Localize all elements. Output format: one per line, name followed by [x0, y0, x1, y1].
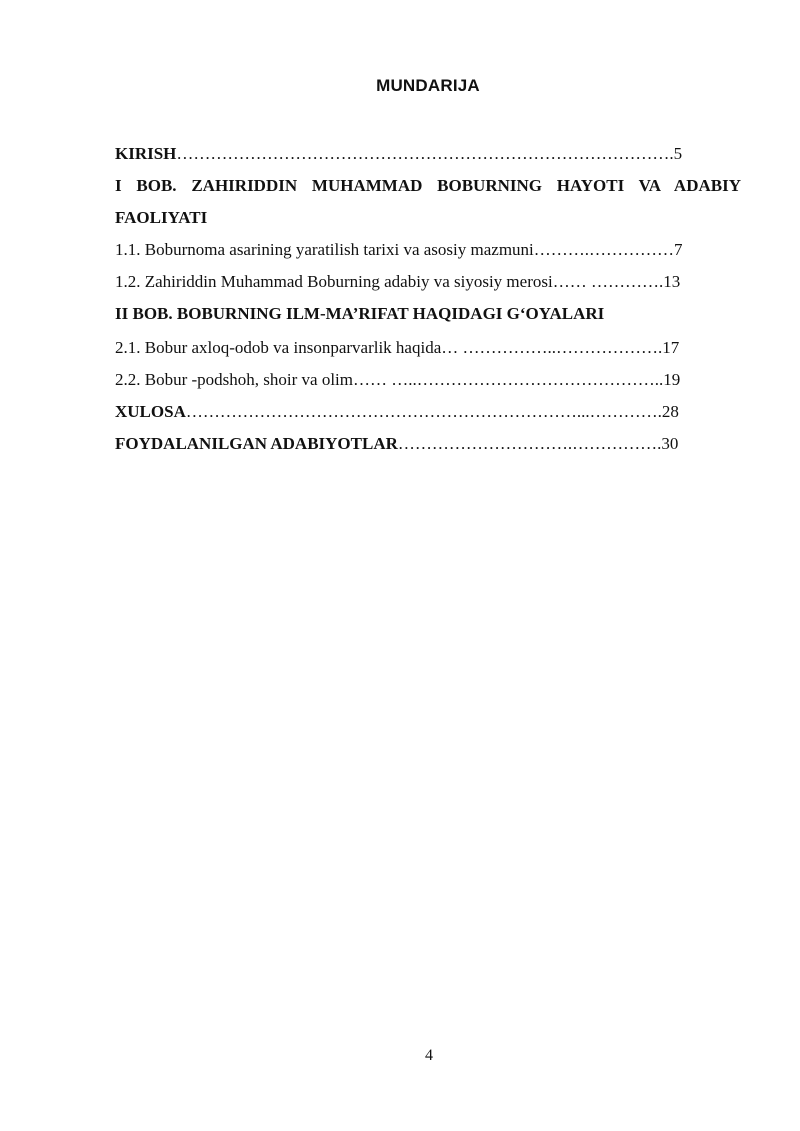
toc-page-number: 30	[661, 434, 679, 453]
toc-entry-kirish	[115, 143, 741, 165]
toc-page-number: 19	[663, 370, 681, 389]
page-number: 4	[425, 1047, 433, 1064]
toc-leader-dots: …… …..……………………………………..	[353, 370, 664, 389]
toc-entry-1-1	[115, 239, 741, 261]
toc-page-number: 13	[663, 272, 681, 291]
toc-leader-dots: … ……………..……………….	[441, 338, 663, 357]
toc-leader-dots: ……….……………	[533, 240, 675, 259]
toc-entry-title: 2.2. Bobur -podshoh, shoir va olim	[115, 370, 353, 389]
toc-entry-title: XULOSA	[115, 402, 186, 421]
toc-entry-title: 1.1. Boburnoma asarining yaratilish tarixi va asosiy mazmuni	[115, 240, 534, 259]
toc-page-number: 28	[661, 402, 679, 421]
toc-leader-dots: ……………………………………………………………...………….	[185, 402, 662, 421]
page-title: MUNDARIJA	[376, 76, 480, 95]
toc-entry-title: KIRISH	[115, 144, 177, 163]
toc-entry-2-1	[115, 337, 741, 359]
toc-leader-dots: …………………………………………………………………………….	[176, 144, 674, 163]
toc-chapter-1-line-2: FAOLIYATI	[115, 208, 208, 227]
toc-entry-1-2	[115, 271, 741, 293]
toc-entry-title: 1.2. Zahiriddin Muhammad Boburning adabiy va siyosiy merosi	[115, 272, 553, 291]
toc-chapter-2: II BOB. BOBURNING ILM-MA’RIFAT HAQIDAGI G‘OYALARI	[115, 304, 605, 323]
toc-entry-xulosa	[115, 401, 741, 423]
toc-chapter-1-line-1: I BOB. ZAHIRIDDIN MUHAMMAD BOBURNING HAYOTI VA ADABIY	[115, 176, 741, 195]
toc-page-number: 17	[662, 338, 680, 357]
toc-entry-adabiyotlar	[115, 433, 741, 455]
toc-page-number: 5	[673, 144, 683, 163]
toc-leader-dots: ………………………….…………….	[397, 434, 662, 453]
toc-leader-dots: …… ………….	[552, 272, 664, 291]
toc-page-number: 7	[674, 240, 683, 259]
toc-entry-2-2	[115, 369, 741, 391]
toc-entry-title: 2.1. Bobur axloq-odob va insonparvarlik haqida	[115, 338, 442, 357]
toc-entry-title: FOYDALANILGAN ADABIYOTLAR	[115, 434, 398, 453]
